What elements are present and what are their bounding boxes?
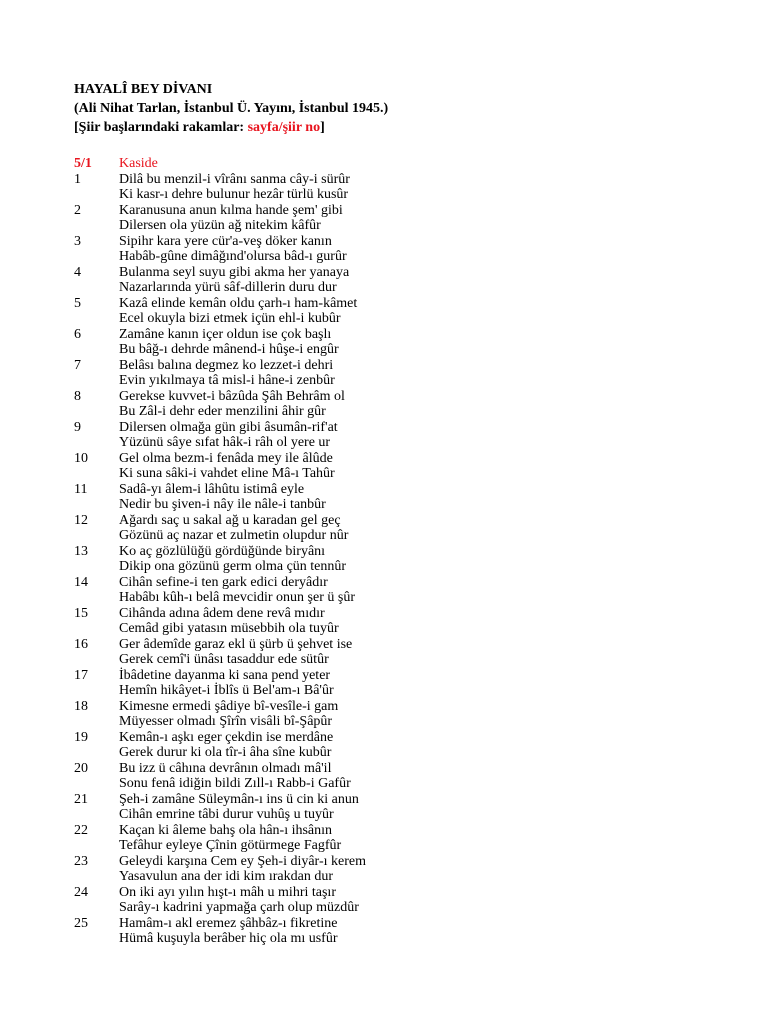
couplet-line-2 bbox=[74, 900, 734, 916]
couplet-number: 1 bbox=[74, 171, 81, 187]
verse-line: Sonu fenâ idiğin bildi Zıll-ı Rabb-i Gafûr bbox=[119, 776, 351, 791]
couplet-line-1 bbox=[74, 637, 734, 653]
couplet-line-2 bbox=[74, 435, 734, 451]
couplet-line-1 bbox=[74, 606, 734, 622]
couplet-line-2 bbox=[74, 404, 734, 420]
verse-line: Cihân sefine-i ten gark edici deryâdır bbox=[119, 574, 328, 590]
couplet-line-1 bbox=[74, 234, 734, 250]
number-spacer bbox=[74, 590, 119, 606]
verse-line: Gel olma bezm-i fenâda mey ile âlûde bbox=[119, 450, 333, 466]
couplet-number: 14 bbox=[74, 574, 88, 590]
couplet-number: 10 bbox=[74, 450, 88, 466]
verse-line: Şeh-i zamâne Süleymân-ı ins ü cin ki anun bbox=[119, 791, 359, 807]
verse-line: Dilersen ola yüzün ağ nitekim kâfûr bbox=[119, 218, 321, 233]
couplet-number: 24 bbox=[74, 884, 88, 900]
verse-line: Gerek durur ki ola tîr-i âha sîne kubûr bbox=[119, 745, 332, 760]
verse-line: Nazarlarında yürü sâf-dillerin duru dur bbox=[119, 280, 337, 295]
poem-section bbox=[74, 156, 734, 947]
verse-line: Ko aç gözlülüğü gördüğünde biryânı bbox=[119, 543, 326, 559]
verse-line: On iki ayı yılın hışt-ı mâh u mihri taşır bbox=[119, 884, 336, 900]
verse-line: Geleydi karşına Cem ey Şeh-i diyâr-ı kerem bbox=[119, 853, 366, 869]
verse-line: Bu bâğ-ı dehrde mânend-i hûşe-i engûr bbox=[119, 342, 339, 357]
verse-line: Kimesne ermedi şâdiye bî-vesîle-i gam bbox=[119, 698, 339, 714]
couplet-number: 11 bbox=[74, 481, 88, 497]
verse-line: Gerekse kuvvet-i bâzûda Şâh Behrâm ol bbox=[119, 388, 345, 404]
document-page bbox=[74, 80, 734, 947]
couplet-line-1 bbox=[74, 389, 734, 405]
numbering-note bbox=[74, 118, 734, 137]
couplet-line-1 bbox=[74, 730, 734, 746]
couplet-line-1 bbox=[74, 544, 734, 560]
couplet-number: 18 bbox=[74, 698, 88, 714]
couplet-line-1 bbox=[74, 823, 734, 839]
verse-line: Cihânda adına âdem dene revâ mıdır bbox=[119, 605, 325, 621]
couplet-line-1 bbox=[74, 172, 734, 188]
couplet-number: 4 bbox=[74, 264, 81, 280]
couplet-line-2 bbox=[74, 931, 734, 947]
couplet-line-1 bbox=[74, 482, 734, 498]
number-spacer bbox=[74, 714, 119, 730]
couplet-line-2 bbox=[74, 745, 734, 761]
couplet-line-2 bbox=[74, 590, 734, 606]
verse-line: Sipihr kara yere cür'a-veş döker kanın bbox=[119, 233, 332, 249]
section-ref: 5/1 bbox=[74, 156, 92, 171]
number-spacer bbox=[74, 559, 119, 575]
verse-line: Habâb-gûne dimâğınd'olursa bâd-ı gurûr bbox=[119, 249, 347, 264]
note-prefix: [Şiir başlarındaki rakamlar: bbox=[74, 120, 248, 135]
couplet-number: 17 bbox=[74, 667, 88, 683]
verse-line: Müyesser olmadı Şîrîn visâli bî-Şâpûr bbox=[119, 714, 333, 729]
number-spacer bbox=[74, 280, 119, 296]
verse-line: Evin yıkılmaya tâ misl-i hâne-i zenbûr bbox=[119, 373, 335, 388]
number-spacer bbox=[74, 869, 119, 885]
verse-line: Ki kasr-ı dehre bulunur hezâr türlü kusûr bbox=[119, 187, 349, 202]
couplet-number: 22 bbox=[74, 822, 88, 838]
verse-line: Tefâhur eyleye Çînin götürmege Fagfûr bbox=[119, 838, 342, 853]
couplet-number: 15 bbox=[74, 605, 88, 621]
couplet-line-2 bbox=[74, 683, 734, 699]
note-highlight: sayfa/şiir no bbox=[247, 120, 321, 135]
couplet-line-2 bbox=[74, 869, 734, 885]
couplet-line-1 bbox=[74, 358, 734, 374]
couplet-line-1 bbox=[74, 203, 734, 219]
couplet-line-2 bbox=[74, 807, 734, 823]
couplet-line-1 bbox=[74, 699, 734, 715]
couplet-line-2 bbox=[74, 838, 734, 854]
couplet-number: 2 bbox=[74, 202, 81, 218]
couplet-line-1 bbox=[74, 327, 734, 343]
couplet-number: 9 bbox=[74, 419, 81, 435]
verse-line: Ağardı saç u sakal ağ u karadan gel geç bbox=[119, 512, 341, 528]
verse-line: Kaçan ki âleme bahş ola hân-ı ihsânın bbox=[119, 822, 333, 838]
verse-line: Gözünü aç nazar et zulmetin olupdur nûr bbox=[119, 528, 349, 543]
couplet-line-1 bbox=[74, 885, 734, 901]
number-spacer bbox=[74, 776, 119, 792]
source-citation: (Ali Nihat Tarlan, İstanbul Ü. Yayını, İstanbul 1945.) bbox=[74, 101, 389, 116]
verse-line: Yüzünü sâye sıfat hâk-i râh ol yere ur bbox=[119, 435, 331, 450]
number-spacer bbox=[74, 745, 119, 761]
couplet-number: 21 bbox=[74, 791, 88, 807]
verse-line: Hümâ kuşuyla berâber hiç ola mı usfûr bbox=[119, 931, 338, 946]
number-spacer bbox=[74, 838, 119, 854]
couplet-line-1 bbox=[74, 854, 734, 870]
number-spacer bbox=[74, 311, 119, 327]
section-heading bbox=[74, 156, 734, 172]
number-spacer bbox=[74, 807, 119, 823]
couplet-number: 12 bbox=[74, 512, 88, 528]
verse-line: Gerek cemî'i ünâsı tasaddur ede sütûr bbox=[119, 652, 329, 667]
couplet-line-1 bbox=[74, 792, 734, 808]
couplet-line-2 bbox=[74, 373, 734, 389]
verse-line: Kazâ elinde kemân oldu çarh-ı ham-kâmet bbox=[119, 295, 358, 311]
section-title: Kaside bbox=[119, 156, 158, 171]
number-spacer bbox=[74, 218, 119, 234]
couplet-number: 5 bbox=[74, 295, 81, 311]
couplet-line-1 bbox=[74, 916, 734, 932]
verse-line: Karanusuna anun kılma hande şem' gibi bbox=[119, 202, 343, 218]
verse-line: Ki suna sâki-i vahdet eline Mâ-ı Tahûr bbox=[119, 466, 335, 481]
couplet-line-2 bbox=[74, 218, 734, 234]
verse-line: İbâdetine dayanma ki sana pend yeter bbox=[119, 667, 331, 683]
couplet-number: 7 bbox=[74, 357, 81, 373]
couplet-line-2 bbox=[74, 528, 734, 544]
number-spacer bbox=[74, 466, 119, 482]
couplet-number: 8 bbox=[74, 388, 81, 404]
couplet-line-1 bbox=[74, 513, 734, 529]
couplet-number: 25 bbox=[74, 915, 88, 931]
verse-line: Belâsı balına degmez ko lezzet-i dehri bbox=[119, 357, 334, 373]
verse-line: Sadâ-yı âlem-i lâhûtu istimâ eyle bbox=[119, 481, 305, 497]
couplet-line-2 bbox=[74, 559, 734, 575]
couplet-line-1 bbox=[74, 265, 734, 281]
number-spacer bbox=[74, 931, 119, 947]
verse-line: Dilersen olmağa gün gibi âsumân-rif'at bbox=[119, 419, 338, 435]
couplet-number: 13 bbox=[74, 543, 88, 559]
couplet-line-2 bbox=[74, 497, 734, 513]
number-spacer bbox=[74, 435, 119, 451]
couplet-line-2 bbox=[74, 714, 734, 730]
verse-line: Ger âdemîde garaz ekl ü şürb ü şehvet ise bbox=[119, 636, 353, 652]
verse-line: Habâbı kûh-ı belâ mevcidir onun şer ü şûr bbox=[119, 590, 355, 605]
verse-line: Kemân-ı aşkı eger çekdin ise merdâne bbox=[119, 729, 334, 745]
verse-line: Cihân emrine tâbi durur vuhûş u tuyûr bbox=[119, 807, 334, 822]
couplet-line-2 bbox=[74, 280, 734, 296]
verse-line: Bu Zâl-i dehr eder menzilini âhir gûr bbox=[119, 404, 326, 419]
couplet-line-2 bbox=[74, 621, 734, 637]
couplet-number: 20 bbox=[74, 760, 88, 776]
couplet-line-1 bbox=[74, 668, 734, 684]
couplet-line-1 bbox=[74, 451, 734, 467]
number-spacer bbox=[74, 652, 119, 668]
couplet-number: 16 bbox=[74, 636, 88, 652]
number-spacer bbox=[74, 497, 119, 513]
verse-line: Bu izz ü câhına devrânın olmadı mâ'il bbox=[119, 760, 332, 776]
number-spacer bbox=[74, 342, 119, 358]
number-spacer bbox=[74, 404, 119, 420]
couplet-line-2 bbox=[74, 652, 734, 668]
couplet-line-1 bbox=[74, 575, 734, 591]
couplet-line-2 bbox=[74, 249, 734, 265]
verse-line: Dikip ona gözünü germ olma çün tennûr bbox=[119, 559, 347, 574]
couplet-number: 3 bbox=[74, 233, 81, 249]
verse-line: Hamâm-ı akl eremez şâhbâz-ı fikretine bbox=[119, 915, 338, 931]
number-spacer bbox=[74, 683, 119, 699]
number-spacer bbox=[74, 373, 119, 389]
couplet-line-1 bbox=[74, 296, 734, 312]
verse-line: Hemîn hikâyet-i İblîs ü Bel'am-ı Bâ'ûr bbox=[119, 683, 334, 698]
couplet-number: 23 bbox=[74, 853, 88, 869]
couplet-line-1 bbox=[74, 420, 734, 436]
couplet-line-2 bbox=[74, 466, 734, 482]
verse-line: Cemâd gibi yatasın müsebbih ola tuyûr bbox=[119, 621, 339, 636]
couplet-line-2 bbox=[74, 776, 734, 792]
verse-line: Zamâne kanın içer oldun ise çok başlı bbox=[119, 326, 332, 342]
number-spacer bbox=[74, 900, 119, 916]
verse-line: Sarây-ı kadrini yapmağa çarh olup müzdûr bbox=[119, 900, 359, 915]
verse-line: Nedir bu şiven-i nây ile nâle-i tanbûr bbox=[119, 497, 326, 512]
couplet-line-1 bbox=[74, 761, 734, 777]
number-spacer bbox=[74, 528, 119, 544]
couplet-number: 6 bbox=[74, 326, 81, 342]
verse-line: Yasavulun ana der idi kim ırakdan dur bbox=[119, 869, 333, 884]
verse-line: Ecel okuyla bizi etmek içün ehl-i kubûr bbox=[119, 311, 341, 326]
couplet-list bbox=[74, 172, 734, 947]
number-spacer bbox=[74, 249, 119, 265]
couplet-line-2 bbox=[74, 311, 734, 327]
number-spacer bbox=[74, 187, 119, 203]
couplet-number: 19 bbox=[74, 729, 88, 745]
document-title: HAYALÎ BEY DİVANI bbox=[74, 82, 213, 97]
number-spacer bbox=[74, 621, 119, 637]
verse-line: Dilâ bu menzil-i vîrânı sanma cây-i sürûr bbox=[119, 171, 350, 187]
note-suffix: ] bbox=[320, 120, 325, 135]
couplet-line-2 bbox=[74, 342, 734, 358]
verse-line: Bulanma seyl suyu gibi akma her yanaya bbox=[119, 264, 350, 280]
couplet-line-2 bbox=[74, 187, 734, 203]
